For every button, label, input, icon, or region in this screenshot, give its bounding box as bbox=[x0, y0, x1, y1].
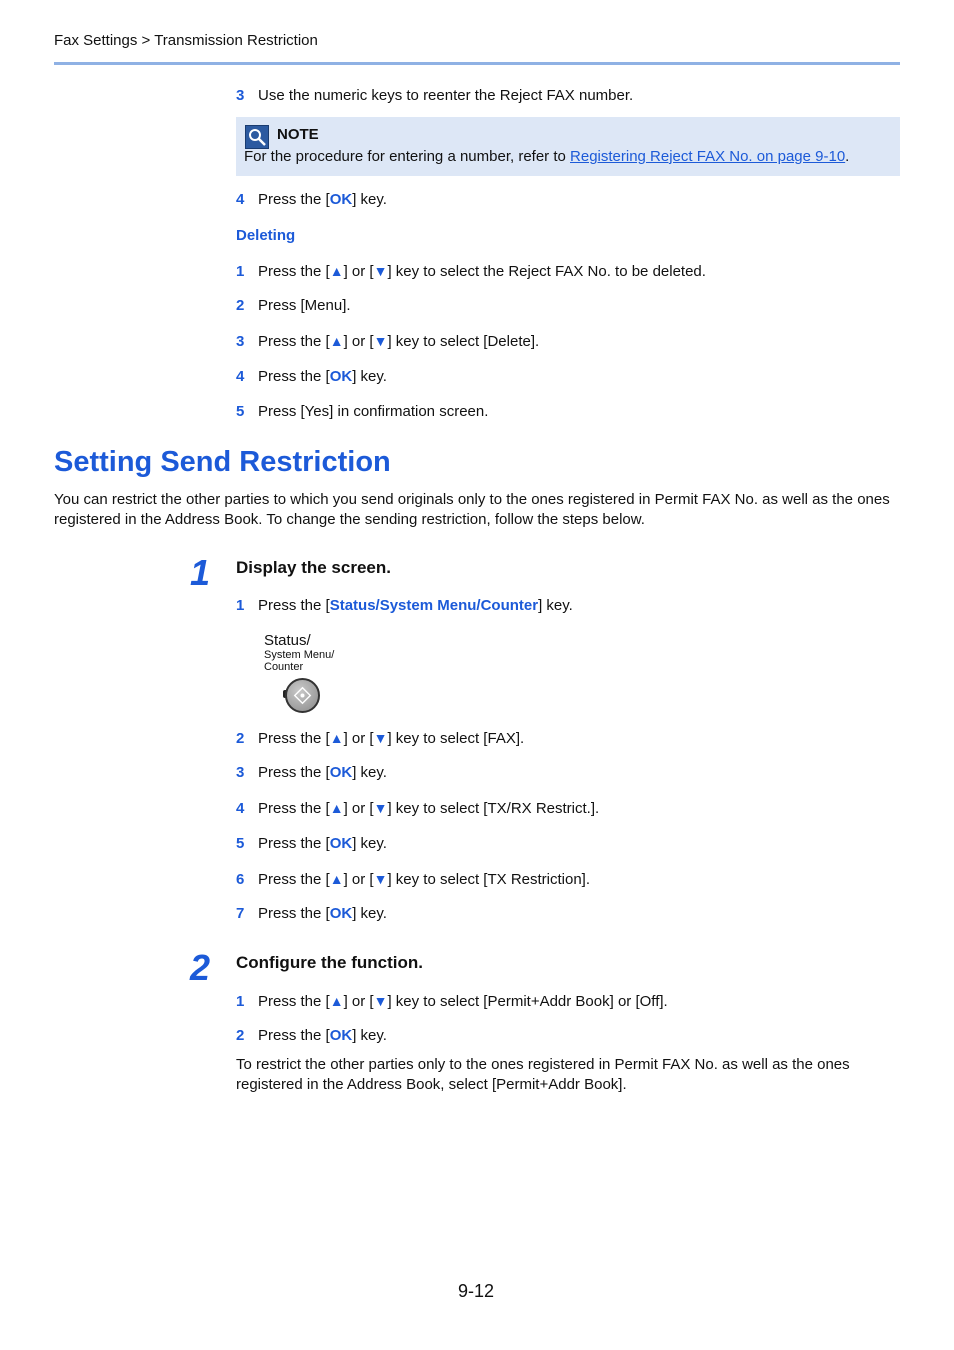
step-text-pre: Press the [ bbox=[258, 905, 330, 922]
step-number: 2 bbox=[236, 730, 245, 747]
step-item bbox=[236, 597, 573, 615]
status-key-illustration bbox=[262, 632, 352, 714]
section-intro: You can restrict the other parties to which you send originals only to the ones registered in Permit FAX No. as well as the ones registered in the Address Book. To change the sending restriction, follow the steps below. bbox=[54, 491, 890, 528]
header-divider bbox=[54, 62, 900, 65]
note-title: NOTE bbox=[277, 126, 319, 143]
step-text-post: ] key to select [Delete]. bbox=[387, 333, 540, 350]
major-step-heading: Configure the function. bbox=[236, 953, 423, 972]
step-item bbox=[236, 764, 387, 782]
step-text-post: ] key. bbox=[352, 1027, 387, 1044]
step-item bbox=[236, 870, 590, 889]
step-number: 4 bbox=[236, 191, 245, 208]
note-text-after: . bbox=[845, 148, 850, 165]
step-item bbox=[236, 799, 599, 818]
up-arrow-icon: ▲ bbox=[329, 993, 344, 1009]
step-item bbox=[236, 332, 539, 351]
step-item bbox=[236, 191, 387, 209]
page-number: 9-12 bbox=[458, 1281, 495, 1301]
step-number: 1 bbox=[236, 993, 245, 1010]
step-text-post: ] key. bbox=[352, 191, 387, 208]
step-text: Press [Menu]. bbox=[258, 297, 351, 314]
step-number: 7 bbox=[236, 905, 245, 922]
step-item bbox=[236, 729, 524, 748]
step-text-pre: Press the [ bbox=[258, 800, 330, 817]
up-arrow-icon: ▲ bbox=[329, 333, 344, 349]
note-icon bbox=[245, 125, 269, 149]
step-item bbox=[236, 992, 668, 1011]
step-text-post: ] key to select [TX Restriction]. bbox=[387, 871, 591, 888]
step-number: 1 bbox=[236, 597, 245, 614]
step-text-pre: Press the [ bbox=[258, 835, 330, 852]
step-text-mid: ] or [ bbox=[343, 263, 374, 280]
section-title: Setting Send Restriction bbox=[54, 446, 391, 478]
step-text-post: ] key to select [Permit+Addr Book] or [Off]. bbox=[387, 993, 668, 1010]
step-text-pre: Press the [ bbox=[258, 333, 330, 350]
down-arrow-icon: ▼ bbox=[373, 871, 388, 887]
down-arrow-icon: ▼ bbox=[373, 730, 388, 746]
key-label-line2: System Menu/ bbox=[264, 649, 335, 661]
down-arrow-icon: ▼ bbox=[373, 993, 388, 1009]
key-label-line3: Counter bbox=[264, 661, 304, 673]
step-text-post: ] key. bbox=[352, 905, 387, 922]
key-name: OK bbox=[329, 905, 353, 922]
step-text: Press [Yes] in confirmation screen. bbox=[258, 403, 489, 420]
step-item bbox=[236, 368, 387, 386]
step-text-post: ] key to select [TX/RX Restrict.]. bbox=[387, 800, 600, 817]
step-item bbox=[236, 905, 387, 923]
key-name: OK bbox=[329, 835, 353, 852]
step-text-pre: Press the [ bbox=[258, 871, 330, 888]
step-number: 1 bbox=[236, 263, 245, 280]
closing-paragraph: To restrict the other parties only to the ones registered in Permit FAX No. as well as the ones registered in the Address Book, select [Permit+Addr Book]. bbox=[236, 1056, 850, 1093]
deleting-heading: Deleting bbox=[236, 227, 296, 244]
step-text-pre: Press the [ bbox=[258, 368, 330, 385]
step-text-mid: ] or [ bbox=[343, 800, 374, 817]
up-arrow-icon: ▲ bbox=[329, 871, 344, 887]
note-text-before: For the procedure for entering a number, refer to bbox=[244, 148, 571, 165]
step-text-mid: ] or [ bbox=[343, 730, 374, 747]
step-text-mid: ] or [ bbox=[343, 993, 374, 1010]
step-number: 5 bbox=[236, 835, 245, 852]
step-item bbox=[236, 297, 351, 315]
down-arrow-icon: ▼ bbox=[373, 263, 388, 279]
step-item bbox=[236, 1027, 387, 1045]
step-number: 2 bbox=[236, 1027, 245, 1044]
step-number: 3 bbox=[236, 87, 245, 104]
step-text-pre: Press the [ bbox=[258, 993, 330, 1010]
step-number: 6 bbox=[236, 871, 245, 888]
down-arrow-icon: ▼ bbox=[373, 333, 388, 349]
step-item bbox=[236, 403, 488, 421]
key-name: OK bbox=[329, 1027, 353, 1044]
note-box bbox=[236, 117, 900, 176]
step-text-pre: Press the [ bbox=[258, 191, 330, 208]
step-text-mid: ] or [ bbox=[343, 333, 374, 350]
step-number: 4 bbox=[236, 368, 245, 385]
major-step-number: 1 bbox=[190, 552, 211, 593]
step-text-post: ] key. bbox=[538, 597, 573, 614]
step-number: 5 bbox=[236, 403, 245, 420]
major-step-number: 2 bbox=[190, 947, 211, 988]
step-text-post: ] key to select the Reject FAX No. to be deleted. bbox=[387, 263, 706, 280]
up-arrow-icon: ▲ bbox=[329, 263, 344, 279]
note-link[interactable]: Registering Reject FAX No. on page 9-10 bbox=[570, 148, 846, 165]
step-number: 4 bbox=[236, 800, 245, 817]
step-text-mid: ] or [ bbox=[343, 871, 374, 888]
key-name: OK bbox=[329, 764, 353, 781]
step-item bbox=[236, 87, 633, 105]
key-name: OK bbox=[329, 368, 353, 385]
breadcrumb: Fax Settings > Transmission Restriction bbox=[54, 32, 318, 49]
step-text-pre: Press the [ bbox=[258, 263, 330, 280]
step-text-pre: Press the [ bbox=[258, 730, 330, 747]
down-arrow-icon: ▼ bbox=[373, 800, 388, 816]
step-text-post: ] key. bbox=[352, 835, 387, 852]
step-text: Use the numeric keys to reenter the Reject FAX number. bbox=[258, 87, 634, 104]
key-label-line1: Status/ bbox=[264, 632, 311, 649]
step-text-pre: Press the [ bbox=[258, 597, 330, 614]
major-step-heading: Display the screen. bbox=[236, 558, 391, 577]
up-arrow-icon: ▲ bbox=[329, 800, 344, 816]
key-name: Status/System Menu/Counter bbox=[329, 597, 539, 614]
step-text-post: ] key. bbox=[352, 764, 387, 781]
up-arrow-icon: ▲ bbox=[329, 730, 344, 746]
note-text bbox=[244, 148, 849, 165]
status-key-icon bbox=[285, 678, 320, 713]
step-number: 3 bbox=[236, 764, 245, 781]
step-text-post: ] key. bbox=[352, 368, 387, 385]
step-number: 2 bbox=[236, 297, 245, 314]
step-item bbox=[236, 262, 706, 281]
step-item bbox=[236, 835, 387, 853]
key-name: OK bbox=[329, 191, 353, 208]
step-text-pre: Press the [ bbox=[258, 1027, 330, 1044]
step-text-post: ] key to select [FAX]. bbox=[387, 730, 525, 747]
step-text-pre: Press the [ bbox=[258, 764, 330, 781]
step-number: 3 bbox=[236, 333, 245, 350]
